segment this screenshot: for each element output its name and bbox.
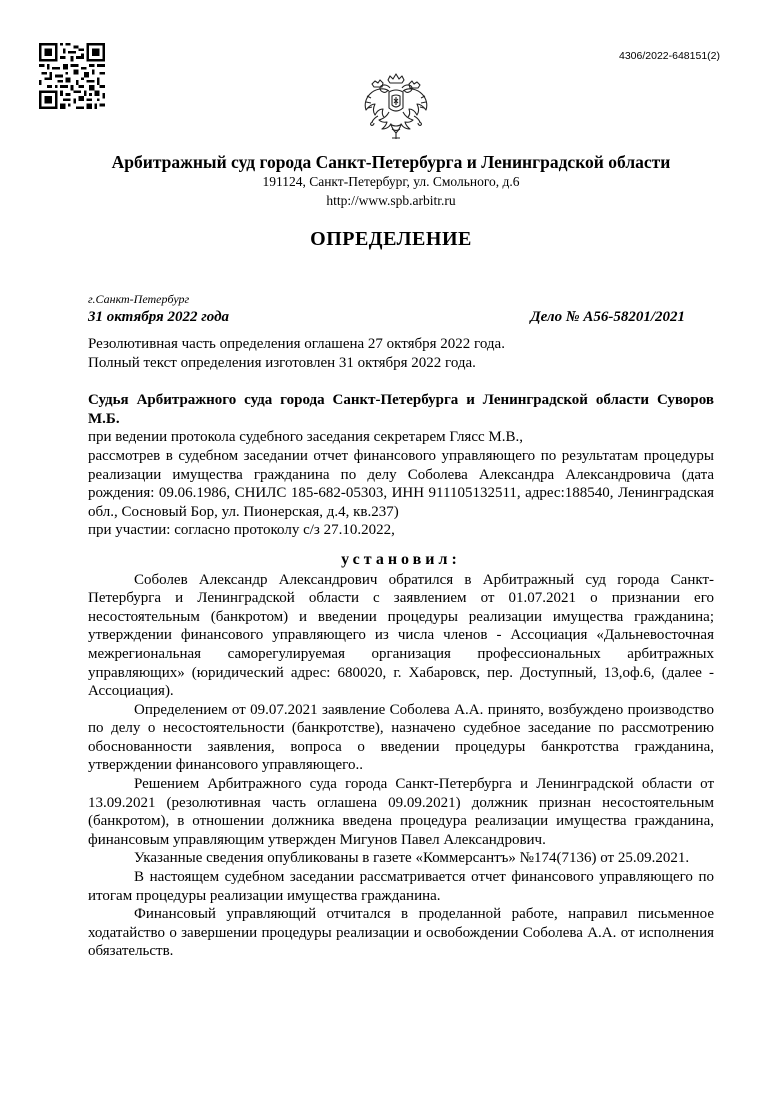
court-website-link[interactable]: http://www.spb.arbitr.ru [326, 193, 456, 208]
decision-date: 31 октября 2022 года [88, 309, 230, 325]
established-heading: установил: [341, 550, 461, 568]
recital-paragraph: при ведении протокола судебного заседания секретарем Глясс М.В., [88, 429, 523, 446]
document-body [88, 335, 714, 961]
city: г.Санкт-Петербург [88, 292, 190, 306]
intro-line: Резолютивная часть определения оглашена 27 октября 2022 года. [88, 336, 505, 352]
body-paragraph: Определением от 09.07.2021 заявление Соболева А.А. принято, возбуждено производство по делу о несостоятельности (банкротстве), назначено судебное заседание по рассмотрению обоснованности заявления, вопроса о введении процедуры банкротства гражданина, утверждении финансового управляющего.. [88, 701, 714, 774]
body-paragraph: Финансовый управляющий отчитался в проделанной работе, направил письменное ходатайство о завершении процедуры реализации и освобождении Соболева А.А. от исполнения обязательств. [88, 906, 714, 960]
case-number: Дело № А56-58201/2021 [530, 309, 685, 325]
body-paragraph: Указанные сведения опубликованы в газете «Коммерсантъ» №174(7136) от 25.09.2021. [134, 850, 690, 867]
body-paragraph: Решением Арбитражного суда города Санкт-Петербурга и Ленинградской области от 13.09.2021 (резолютивная часть оглашена 09.09.2021) должник признан несостоятельным (банкротом), в отношении должника введена процедура реализации имущества гражданина, финансовым управляющим утвержден Мигунов Павел Александрович. [88, 776, 714, 848]
body-paragraph: В настоящем судебном заседании рассматривается отчет финансового управляющего по итогам процедуры реализации имущества гражданина. [88, 869, 714, 904]
court-address: 191124, Санкт-Петербург, ул. Смольного, д.6 [262, 174, 520, 189]
intro-line: Полный текст определения изготовлен 31 октября 2022 года. [88, 354, 476, 371]
coat-of-arms-emblem [362, 72, 430, 142]
judge-line: Судья Арбитражного суда города Санкт-Петербурга и Ленинградской области Суворов М.Б. [88, 392, 714, 427]
recital-paragraph: при участии: согласно протоколу с/з 27.10.2022, [88, 522, 395, 539]
qr-code [39, 43, 105, 109]
document-id: 4306/2022-648151(2) [618, 50, 720, 62]
body-paragraph: Соболев Александр Александрович обратился в Арбитражный суд города Санкт-Петербурга и Ленинградской области с заявлением от 01.07.2021 о признании его несостоятельным (банкротом) и введении процедуры реализации имущества гражданина; утверждении финансового управляющего из числа членов - Ассоциация «Дальневосточная межрегиональная саморегулируемая организация профессиональных арбитражных управляющих» (юридический адрес: 680020, г. Хабаровск, пер. Доступный, 13,оф.6, (далее - Ассоциация). [88, 571, 714, 700]
document-title: ОПРЕДЕЛЕНИЕ [310, 228, 472, 250]
recital-paragraph: рассмотрев в судебном заседании отчет финансового управляющего по результатам процедуры реализации имущества гражданина по делу Соболева Александра Александровича (дата рождения: 09.06.1986, СНИЛС 185-682-05303, ИНН 911105132511, адрес:188540, Ленинградская обл., Сосновый Бор, ул. Пионерская, д.4, кв.237) [88, 447, 714, 520]
court-name: Арбитражный суд города Санкт-Петербурга и Ленинградской области [111, 152, 671, 172]
